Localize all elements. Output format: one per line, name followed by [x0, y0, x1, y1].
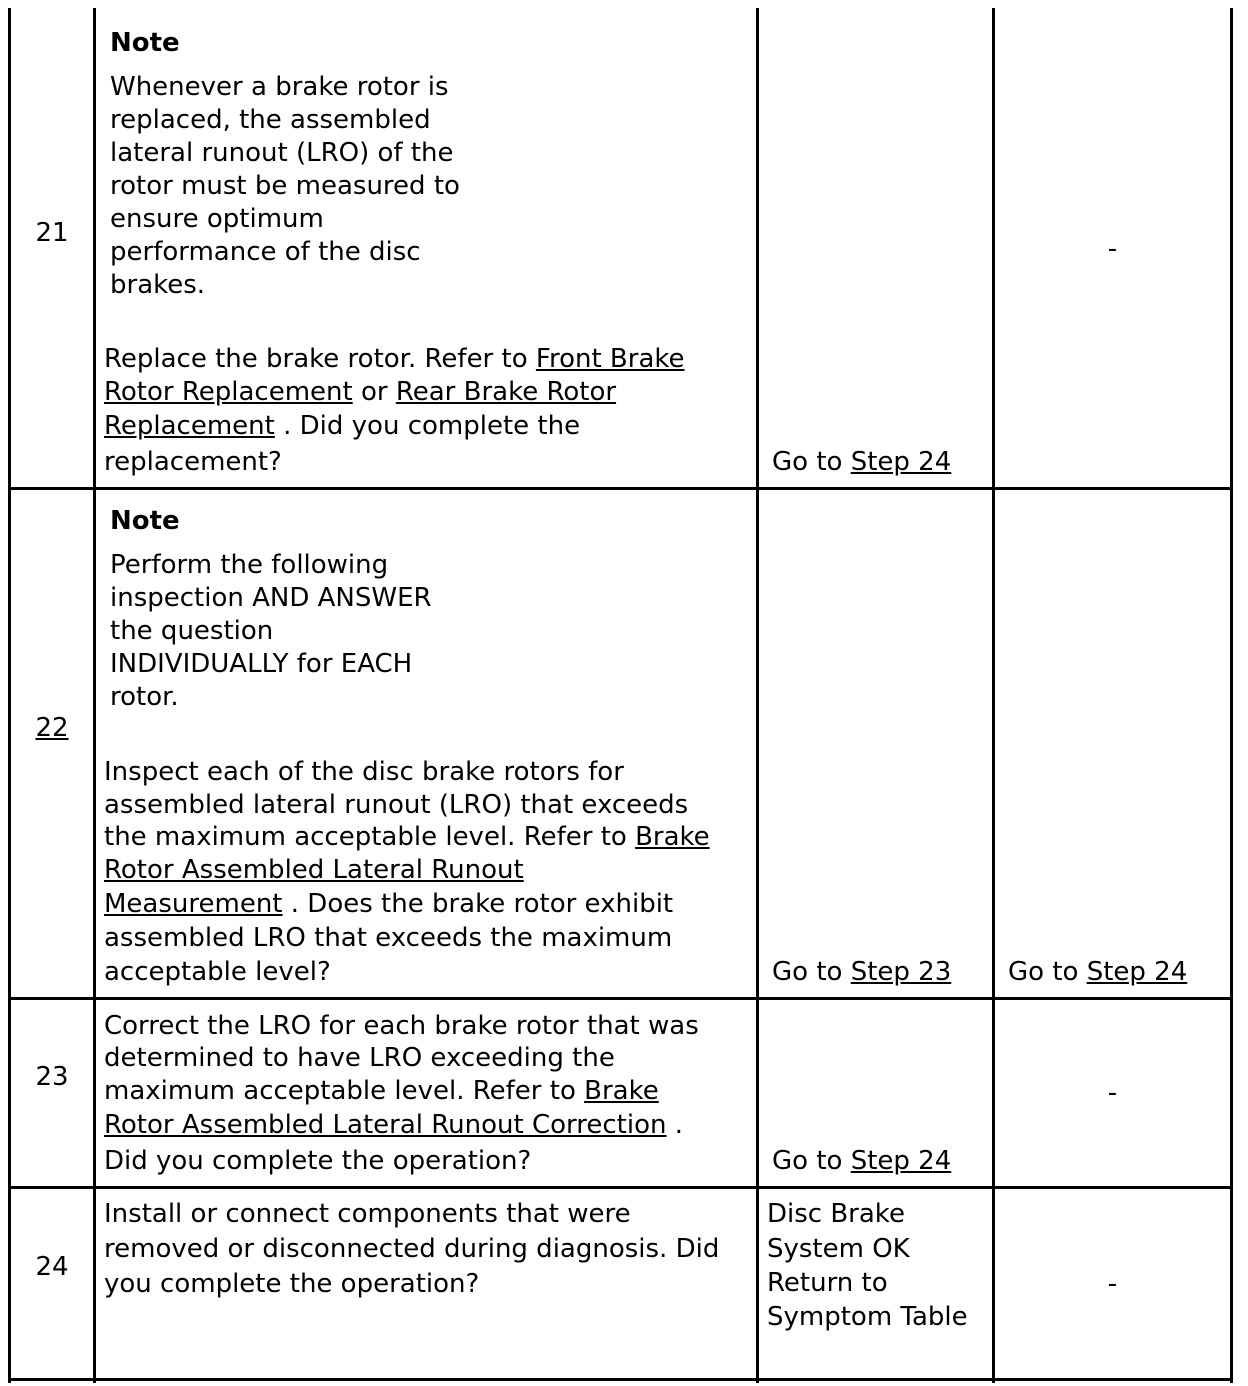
note-line: the question [110, 616, 274, 646]
step-23-link[interactable]: Step 23 [850, 957, 952, 987]
step-number: 21 [35, 218, 69, 248]
step-number: 24 [35, 1252, 69, 1282]
note-line: brakes. [110, 270, 206, 300]
note-line: replaced, the assembled [110, 105, 431, 135]
note-body [110, 549, 432, 714]
action-text: Replace the brake rotor. Refer to Front Brake [104, 344, 685, 374]
action-text: assembled lateral runout (LRO) that exceeds [104, 790, 689, 820]
yes-result-line: System OK [767, 1234, 910, 1264]
no-result: - [1107, 1078, 1118, 1108]
no-result: - [1107, 234, 1118, 264]
table-border-bottom [8, 1378, 1233, 1381]
row-divider [8, 997, 1233, 1000]
yes-result-line: Return to [767, 1268, 888, 1298]
column-divider-step [93, 8, 96, 1383]
note-line: lateral runout (LRO) of the [110, 138, 454, 168]
action-text: Rotor Assembled Lateral Runout Correction . [104, 1110, 684, 1140]
action-text: Replacement . Did you complete the [104, 411, 581, 441]
note-line: ensure optimum [110, 204, 324, 234]
step-number-link[interactable]: 22 [35, 713, 69, 743]
yes-result: Go to Step 24 [772, 447, 952, 477]
brake-rotor-lro-measurement-link[interactable]: Brake [635, 822, 710, 852]
brake-rotor-lro-correction-link[interactable]: Brake [584, 1076, 659, 1106]
action-text: acceptable level? [104, 957, 331, 987]
action-text: Inspect each of the disc brake rotors for [104, 757, 624, 787]
brake-rotor-lro-measurement-link[interactable]: Measurement [104, 889, 283, 919]
action-text: Correct the LRO for each brake rotor that was [104, 1011, 699, 1041]
action-text: replacement? [104, 447, 282, 477]
no-result: Go to Step 24 [1008, 957, 1188, 987]
action-text: maximum acceptable level. Refer to Brake [104, 1076, 659, 1106]
rear-brake-rotor-link[interactable]: Replacement [104, 411, 275, 441]
note-line: rotor must be measured to [110, 171, 460, 201]
note-line: rotor. [110, 682, 179, 712]
action-text: Did you complete the operation? [104, 1146, 532, 1176]
action-text: removed or disconnected during diagnosis. Did [104, 1234, 720, 1264]
action-text [104, 854, 524, 887]
action-text: Install or connect components that were [104, 1199, 631, 1229]
yes-result-line: Symptom Table [767, 1302, 968, 1332]
brake-rotor-lro-correction-link[interactable]: Rotor Assembled Lateral Runout Correction [104, 1110, 667, 1140]
rear-brake-rotor-link[interactable]: Rear Brake Rotor [395, 377, 617, 407]
action-text: you complete the operation? [104, 1269, 480, 1299]
yes-result: Go to Step 23 [772, 957, 952, 987]
action-text: the maximum acceptable level. Refer to Brake [104, 822, 710, 852]
note-title: Note [110, 506, 180, 536]
note-body [110, 71, 460, 302]
note-line: Whenever a brake rotor is [110, 72, 449, 102]
step-24-link[interactable]: Step 24 [850, 1146, 952, 1176]
note-line: inspection AND ANSWER [110, 583, 432, 613]
row-divider [8, 1186, 1233, 1189]
note-line: INDIVIDUALLY for EACH [110, 649, 413, 679]
column-divider-yes [992, 8, 995, 1383]
note-title: Note [110, 28, 180, 58]
action-text: determined to have LRO exceeding the [104, 1043, 615, 1073]
column-divider-action [756, 8, 759, 1383]
no-result: - [1107, 1269, 1118, 1299]
note-line: Perform the following [110, 550, 389, 580]
step-number: 23 [35, 1062, 69, 1092]
action-text: Rotor Replacement or Rear Brake Rotor [104, 377, 617, 407]
step-24-link[interactable]: Step 24 [1086, 957, 1188, 987]
brake-rotor-lro-measurement-link[interactable]: Rotor Assembled Lateral Runout [104, 855, 524, 885]
row-divider [8, 487, 1233, 490]
action-text: assembled LRO that exceeds the maximum [104, 923, 673, 953]
note-line: performance of the disc [110, 237, 421, 267]
yes-result-line: Disc Brake [767, 1199, 905, 1229]
table-border-left [8, 8, 11, 1383]
front-brake-rotor-link[interactable]: Front Brake [535, 344, 685, 374]
yes-result: Go to Step 24 [772, 1146, 952, 1176]
step-24-link[interactable]: Step 24 [850, 447, 952, 477]
front-brake-rotor-link[interactable]: Rotor Replacement [104, 377, 353, 407]
action-text: Measurement . Does the brake rotor exhibit [104, 889, 674, 919]
table-border-right [1230, 8, 1233, 1383]
